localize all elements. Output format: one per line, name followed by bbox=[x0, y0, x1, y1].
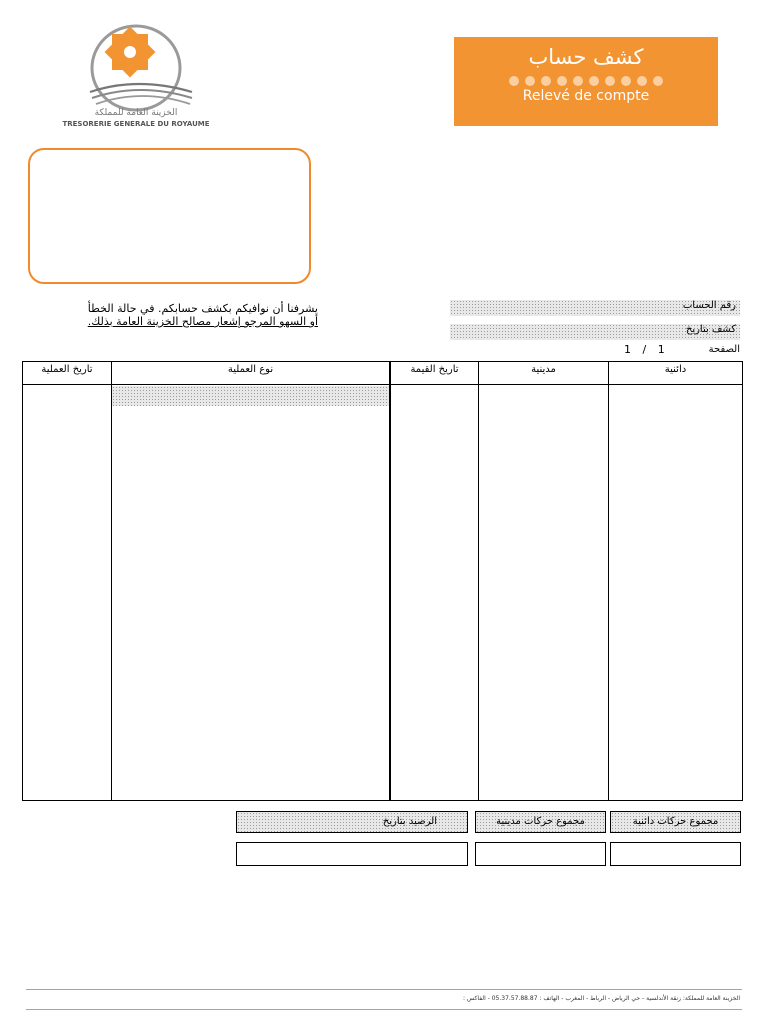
header-value-date: تاريخ القيمة bbox=[410, 364, 459, 375]
logo-name-fr: TRESORERIE GENERALE DU ROYAUME bbox=[62, 120, 210, 128]
account-number-field bbox=[450, 300, 740, 316]
notice-text bbox=[60, 302, 318, 328]
page-label: الصفحة bbox=[708, 344, 740, 355]
balance-date-label: الرصيد بتاريخ bbox=[236, 811, 468, 833]
title-fr: Relevé de compte bbox=[522, 88, 650, 104]
op-type-shaded-cell bbox=[112, 386, 389, 406]
address-box bbox=[28, 148, 311, 284]
footer-address: الخزينة العامة للمملكة: زنقة الأندلسية - حي الرياض - الرباط - المغرب - الهاتف : 05.37.57.88.87 - الفاكس : bbox=[462, 995, 740, 1002]
footer-top-line bbox=[26, 989, 742, 990]
statement-date-field bbox=[450, 324, 740, 340]
transactions-table bbox=[22, 361, 743, 801]
header-operation-type: نوع العملية bbox=[227, 364, 274, 375]
statement-date-label: كشف بتاريخ bbox=[685, 324, 736, 335]
credit-total-value bbox=[610, 842, 741, 866]
table-header-line bbox=[23, 384, 742, 385]
debit-total-label: مجموع حركات مدينية bbox=[475, 811, 606, 833]
debit-total-value bbox=[475, 842, 606, 866]
balance-value bbox=[236, 842, 468, 866]
title-banner bbox=[454, 37, 718, 126]
notice-line-2: أو السهو المرجو إشعار مصالح الخزينة العامة بذلك. bbox=[87, 315, 318, 328]
page-current: 1 bbox=[657, 343, 665, 356]
page-total: 1 bbox=[624, 343, 631, 356]
account-number-label: رقم الحساب bbox=[682, 300, 736, 311]
title-ar: كشف حساب bbox=[528, 45, 644, 69]
notice-line-1: يشرفنا أن نوافيكم بكشف حسابكم. في حالة الخطأ bbox=[87, 302, 318, 315]
header-credit: دائنية bbox=[664, 364, 687, 375]
footer-bottom-line bbox=[26, 1009, 742, 1010]
title-dots bbox=[454, 71, 718, 85]
page-separator: / bbox=[642, 343, 647, 356]
page-indicator bbox=[624, 343, 665, 356]
header-debit: مدينية bbox=[531, 364, 556, 375]
header-operation-date: تاريخ العملية bbox=[41, 364, 93, 375]
logo-name-ar: الخزينة العامة للمملكة bbox=[94, 108, 178, 118]
credit-total-label: مجموع حركات دائنية bbox=[610, 811, 741, 833]
